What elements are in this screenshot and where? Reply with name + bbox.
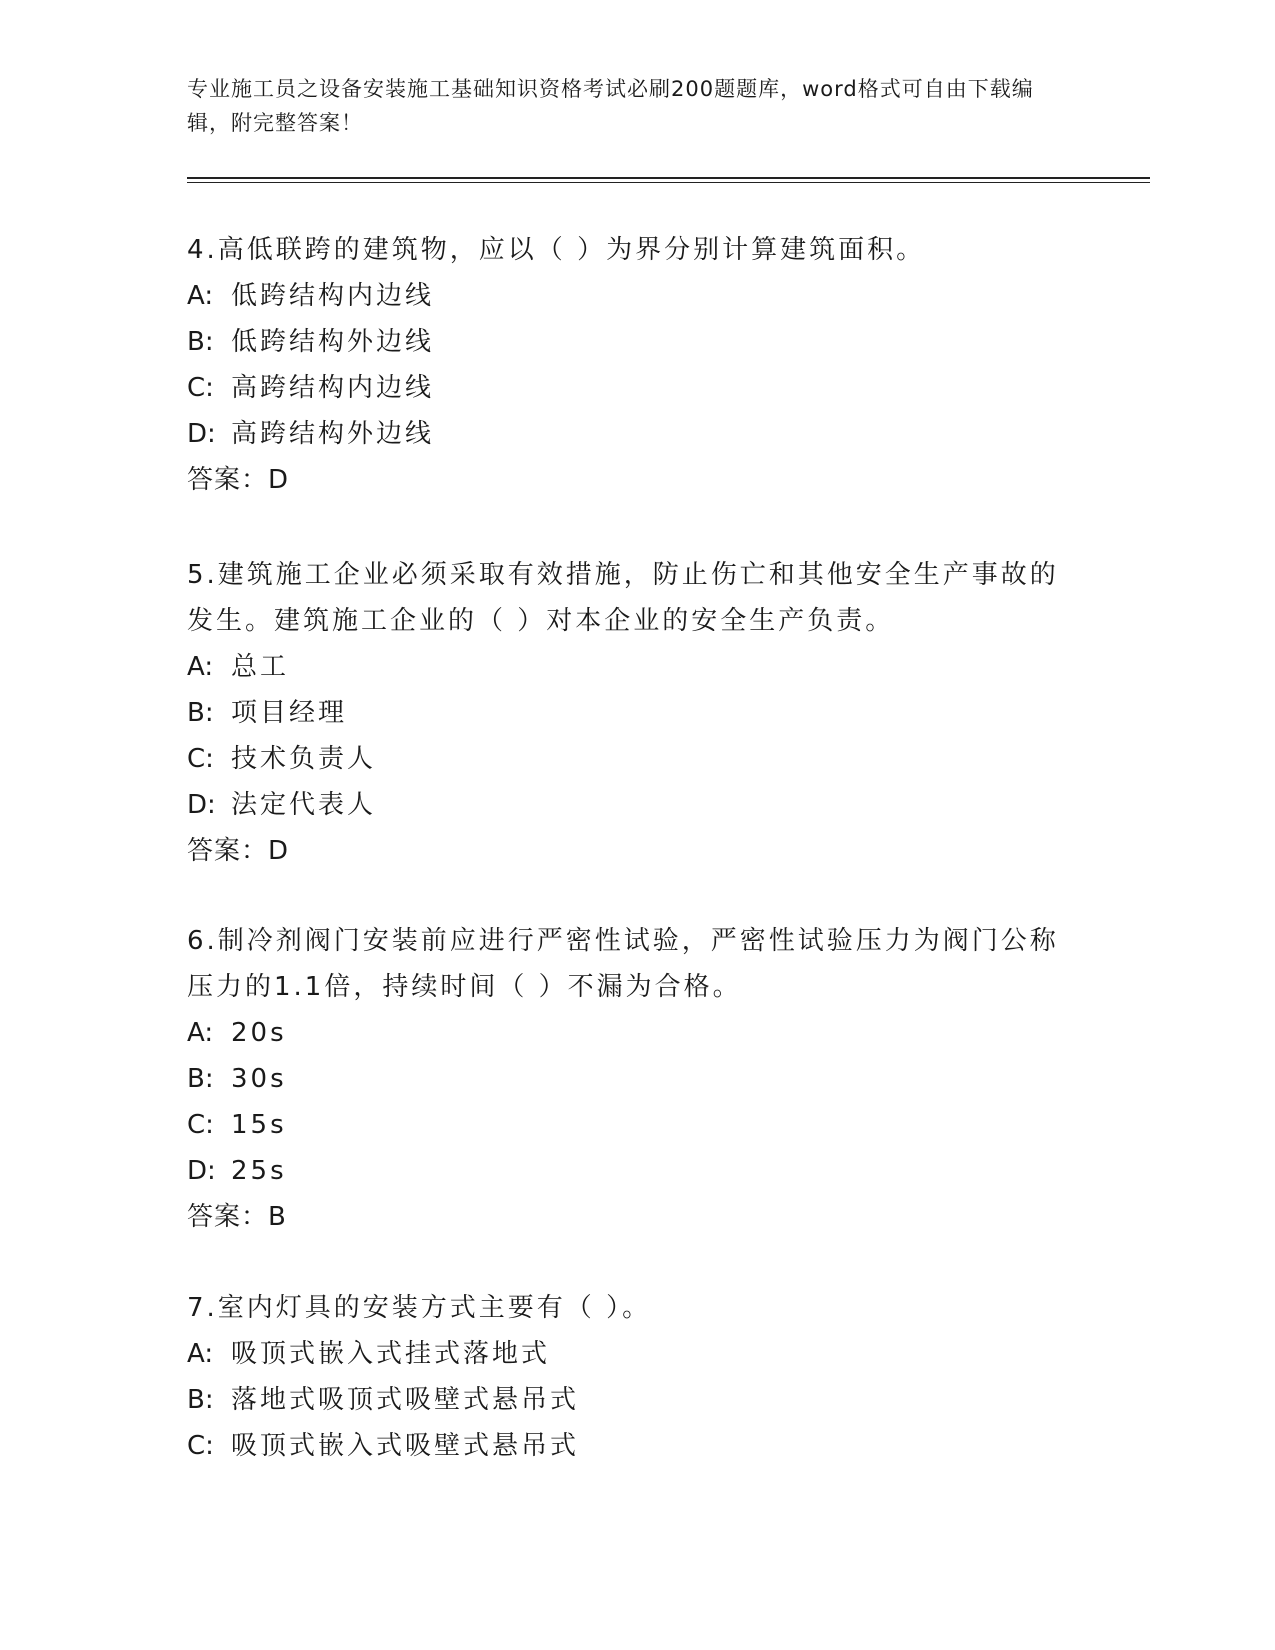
option-list [187,273,1067,457]
option-c [187,1102,1067,1148]
option-text: 法定代表人 [231,790,377,820]
question-4 [187,227,1067,503]
option-c [187,736,1067,782]
header-divider-thick [187,177,1150,179]
option-key: C: [187,744,214,774]
option-text: 30s [231,1064,287,1094]
option-text: 高跨结构外边线 [231,419,435,449]
option-text: 吸顶式嵌入式挂式落地式 [231,1339,551,1369]
option-key: C: [187,1431,214,1461]
option-list [187,1331,1067,1469]
option-text: 20s [231,1018,287,1048]
option-b [187,690,1067,736]
option-a [187,644,1067,690]
option-key: A: [187,281,214,311]
option-d [187,1148,1067,1194]
option-key: D: [187,419,216,449]
option-list [187,644,1067,828]
option-text: 总工 [231,652,290,682]
question-6 [187,918,1067,1240]
option-text: 技术负责人 [231,744,377,774]
option-key: A: [187,1018,214,1048]
option-a [187,1331,1067,1377]
question-stem: 6.制冷剂阀门安装前应进行严密性试验，严密性试验压力为阀门公称压力的1.1倍，持续时间（ ）不漏为合格。 [187,926,1059,1002]
option-key: D: [187,790,216,820]
option-c [187,365,1067,411]
question-5 [187,552,1067,874]
option-d [187,782,1067,828]
option-text: 高跨结构内边线 [231,373,435,403]
option-b [187,1377,1067,1423]
question-stem: 4.高低联跨的建筑物，应以（ ）为界分别计算建筑面积。 [187,235,926,265]
option-d [187,411,1067,457]
option-list [187,1010,1067,1194]
option-key: D: [187,1156,216,1186]
option-b [187,1056,1067,1102]
option-a [187,1010,1067,1056]
option-key: C: [187,1110,214,1140]
option-text: 吸顶式嵌入式吸壁式悬吊式 [231,1431,580,1461]
option-text: 落地式吸顶式吸壁式悬吊式 [231,1385,580,1415]
answer-line: 答案：D [187,465,290,495]
option-key: C: [187,373,214,403]
option-key: B: [187,1385,214,1415]
option-key: B: [187,327,214,357]
option-b [187,319,1067,365]
question-stem: 5.建筑施工企业必须采取有效措施，防止伤亡和其他安全生产事故的发生。建筑施工企业的（ ）对本企业的安全生产负责。 [187,560,1059,636]
header-divider-thin [187,182,1150,183]
option-text: 低跨结构外边线 [231,327,435,357]
document-header: 专业施工员之设备安装施工基础知识资格考试必刷200题题库，word格式可自由下载编辑，附完整答案！ [187,77,1034,135]
option-text: 低跨结构内边线 [231,281,435,311]
option-a [187,273,1067,319]
option-text: 25s [231,1156,287,1186]
option-text: 15s [231,1110,287,1140]
question-7 [187,1285,1067,1469]
answer-line: 答案：D [187,836,290,866]
option-c [187,1423,1067,1469]
question-stem: 7.室内灯具的安装方式主要有（ ）。 [187,1293,652,1323]
option-key: A: [187,652,214,682]
option-key: B: [187,1064,214,1094]
answer-line: 答案：B [187,1202,287,1232]
option-text: 项目经理 [231,698,348,728]
option-key: A: [187,1339,214,1369]
option-key: B: [187,698,214,728]
